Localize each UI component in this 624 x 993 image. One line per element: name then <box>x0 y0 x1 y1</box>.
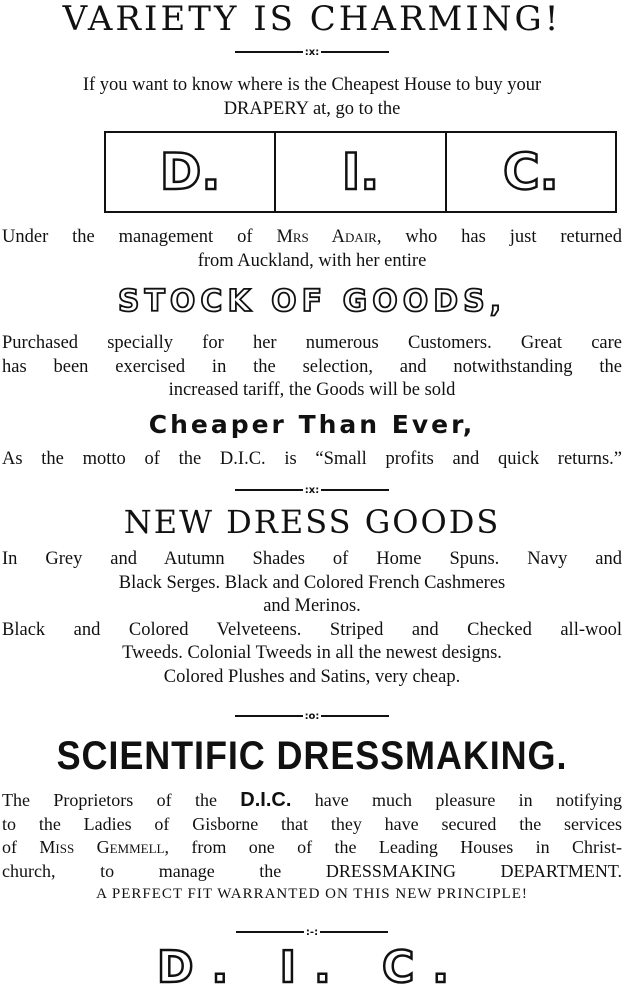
divider-mark: :o: <box>304 710 320 722</box>
intro-line-1: If you want to know where is the Cheapest House to buy your <box>82 75 542 95</box>
dic-box-cell <box>276 133 446 211</box>
management-suffix: , who has just returned <box>376 227 623 247</box>
dressmaking-heading: SCIENTIFIC DRESSMAKING. <box>56 734 568 778</box>
dressmaking-line-2: to the Ladies of Gisborne that they have secured the services <box>2 813 622 834</box>
dress-goods-heading: NEW DRESS GOODS <box>123 503 501 541</box>
dress-goods-line-1: In Grey and Autumn Shades of Home Spuns. Navy and <box>2 549 622 569</box>
purchased-text <box>0 332 624 403</box>
dress-goods-text <box>0 548 624 689</box>
divider <box>0 709 624 723</box>
divider-rule <box>320 931 388 933</box>
dressmaking-line-3 <box>0 836 624 860</box>
intro-text <box>0 74 624 121</box>
divider-mark: :x: <box>304 46 320 58</box>
management-line-1 <box>0 226 624 250</box>
dress-goods-line-6: Colored Plushes and Satins, very cheap. <box>163 666 461 687</box>
dic-letter: C. <box>502 143 559 201</box>
purchased-line-1: Purchased specially for her numerous Customers. Great care <box>2 333 622 353</box>
management-prefix: Under the management of <box>2 227 277 247</box>
dic-box <box>104 131 617 213</box>
divider <box>0 483 624 497</box>
divider-mark: :-: <box>305 926 319 938</box>
page-title: VARIETY IS CHARMING! <box>62 0 562 39</box>
dressmaking-line-4: church, to manage the DRESSMAKING DEPARTMENT. <box>2 860 622 881</box>
divider-rule <box>321 715 389 717</box>
dress-goods-line-4: Black and Colored Velveteens. Striped and Checked all-wool <box>2 619 622 640</box>
cheaper-heading: Cheaper Than Ever, <box>148 410 476 439</box>
divider <box>0 925 624 939</box>
divider-rule <box>236 931 304 933</box>
dic-letter: D. <box>159 143 221 201</box>
dress-goods-line-3: and Merinos. <box>263 596 361 616</box>
intro-line-2: DRAPERY at, go to the <box>223 98 401 119</box>
dic-letter: I. <box>341 143 380 201</box>
dressmaking-text <box>0 789 624 907</box>
divider-rule <box>235 489 303 491</box>
motto-line: As the motto of the D.I.C. is “Small profits and quick returns.” <box>2 449 622 469</box>
divider-rule <box>321 51 389 53</box>
dressmaking-suffix: have much pleasure in notifying <box>291 790 622 810</box>
dic-name: D.I.C. <box>240 789 292 811</box>
dic-box-cell <box>447 133 615 211</box>
dressmaking-prefix: of <box>2 837 40 857</box>
motto-text <box>0 448 624 472</box>
manager-name: Mrs Adair <box>276 227 377 247</box>
divider-rule <box>321 489 389 491</box>
purchased-line-3: increased tariff, the Goods will be sold <box>168 380 456 400</box>
divider <box>0 45 624 59</box>
divider-rule <box>235 715 303 717</box>
dress-goods-line-5: Tweeds. Colonial Tweeds in all the newest designs. <box>122 643 502 663</box>
purchased-line-2: has been exercised in the selection, and notwithstanding the <box>2 356 622 377</box>
management-text <box>0 226 624 273</box>
dressmaker-name: Miss Gemmell <box>39 837 165 857</box>
dressmaking-line-1 <box>0 789 624 813</box>
dress-goods-line-2: Black Serges. Black and Colored French Cashmeres <box>118 572 506 593</box>
dressmaking-suffix: , from one of the Leading Houses in Christ- <box>164 837 622 857</box>
dressmaking-prefix: The Proprietors of the <box>2 790 241 810</box>
dressmaking-line-5: A PERFECT FIT WARRANTED ON THIS NEW PRINCIPLE! <box>96 886 528 902</box>
dic-box-cell <box>106 133 276 211</box>
stock-heading: STOCK OF GOODS, <box>117 284 507 319</box>
footer-dic: D. I. C. <box>157 942 467 993</box>
management-line-2: from Auckland, with her entire <box>197 250 427 271</box>
divider-mark: :x: <box>304 484 320 496</box>
divider-rule <box>235 51 303 53</box>
